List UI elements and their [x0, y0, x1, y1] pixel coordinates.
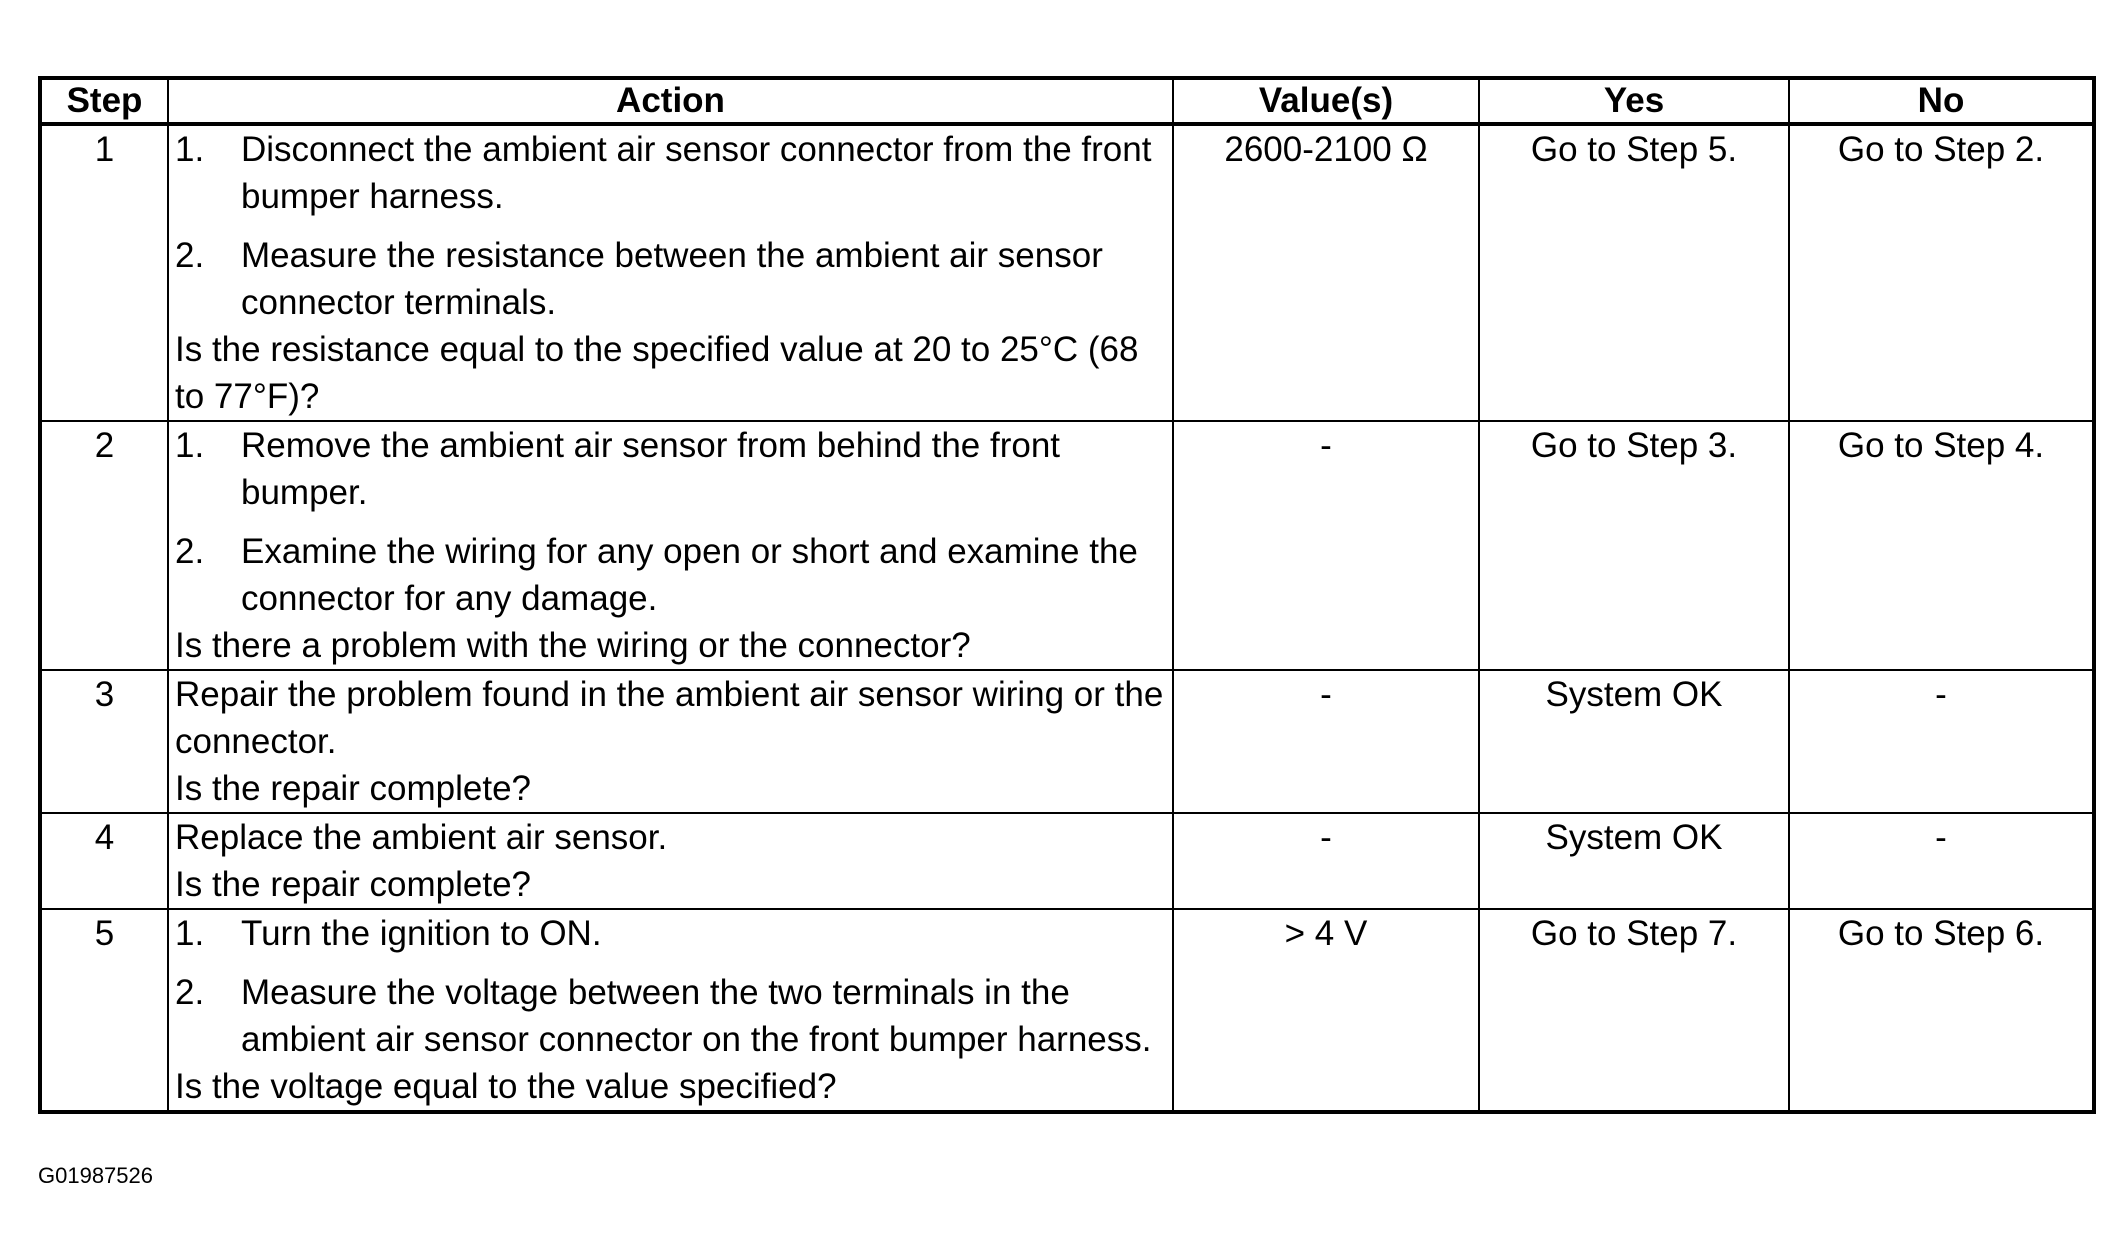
action-question: Is the resistance equal to the specified value at 20 to 25°C (68 to 77°F)?	[175, 330, 1139, 416]
action-cell	[168, 670, 1173, 813]
action-question: Is there a problem with the wiring or the connector?	[175, 626, 971, 665]
header-no: No	[1789, 78, 2094, 124]
no-cell: -	[1789, 813, 2094, 909]
action-item-text: Measure the voltage between the two terminals in the ambient air sensor connector on the front bumper harness.	[241, 973, 1152, 1059]
table-row	[40, 124, 2094, 421]
action-cell	[168, 909, 1173, 1112]
header-values: Value(s)	[1173, 78, 1479, 124]
action-item-text: Turn the ignition to ON.	[241, 914, 602, 953]
header-step: Step	[40, 78, 168, 124]
action-item	[175, 126, 1168, 220]
action-item-number: 1.	[175, 426, 205, 465]
action-text: Replace the ambient air sensor.	[175, 818, 668, 857]
header-row	[40, 78, 2094, 124]
step-number: 2	[40, 421, 168, 670]
no-cell: Go to Step 2.	[1789, 124, 2094, 421]
action-question: Is the repair complete?	[175, 769, 532, 808]
table-row	[40, 909, 2094, 1112]
action-cell	[168, 421, 1173, 670]
action-cell	[168, 813, 1173, 909]
action-item-number: 1.	[175, 914, 205, 953]
action-item	[175, 232, 1168, 326]
no-cell: -	[1789, 670, 2094, 813]
step-number: 3	[40, 670, 168, 813]
action-item	[175, 969, 1168, 1063]
action-question: Is the repair complete?	[175, 865, 532, 904]
yes-cell: Go to Step 5.	[1479, 124, 1789, 421]
yes-cell: System OK	[1479, 813, 1789, 909]
action-item-text: Disconnect the ambient air sensor connector from the front bumper harness.	[241, 130, 1152, 216]
value-cell: > 4 V	[1173, 909, 1479, 1112]
action-item-text: Examine the wiring for any open or short and examine the connector for any damage.	[241, 532, 1138, 618]
step-number: 5	[40, 909, 168, 1112]
action-item	[175, 422, 1168, 516]
table-row	[40, 670, 2094, 813]
action-text: Repair the problem found in the ambient air sensor wiring or the connector.	[175, 675, 1164, 761]
table-row	[40, 421, 2094, 670]
step-number: 4	[40, 813, 168, 909]
action-item	[175, 910, 1168, 957]
header-yes: Yes	[1479, 78, 1789, 124]
action-item-text: Measure the resistance between the ambient air sensor connector terminals.	[241, 236, 1103, 322]
value-cell: -	[1173, 421, 1479, 670]
figure-id: G01987526	[38, 1163, 153, 1188]
action-item-number: 2.	[175, 236, 205, 275]
header-action: Action	[168, 78, 1173, 124]
no-cell: Go to Step 4.	[1789, 421, 2094, 670]
action-item-number: 2.	[175, 973, 205, 1012]
diagnostic-table	[38, 76, 2096, 1114]
action-item-number: 2.	[175, 532, 205, 571]
yes-cell: Go to Step 3.	[1479, 421, 1789, 670]
action-item-text: Remove the ambient air sensor from behind the front bumper.	[241, 426, 1061, 512]
no-cell: Go to Step 6.	[1789, 909, 2094, 1112]
value-cell: -	[1173, 670, 1479, 813]
yes-cell: Go to Step 7.	[1479, 909, 1789, 1112]
table-row	[40, 813, 2094, 909]
value-cell: 2600-2100 Ω	[1173, 124, 1479, 421]
action-cell	[168, 124, 1173, 421]
action-question: Is the voltage equal to the value specified?	[175, 1067, 837, 1106]
action-item-number: 1.	[175, 130, 205, 169]
step-number: 1	[40, 124, 168, 421]
value-cell: -	[1173, 813, 1479, 909]
yes-cell: System OK	[1479, 670, 1789, 813]
action-item	[175, 528, 1168, 622]
